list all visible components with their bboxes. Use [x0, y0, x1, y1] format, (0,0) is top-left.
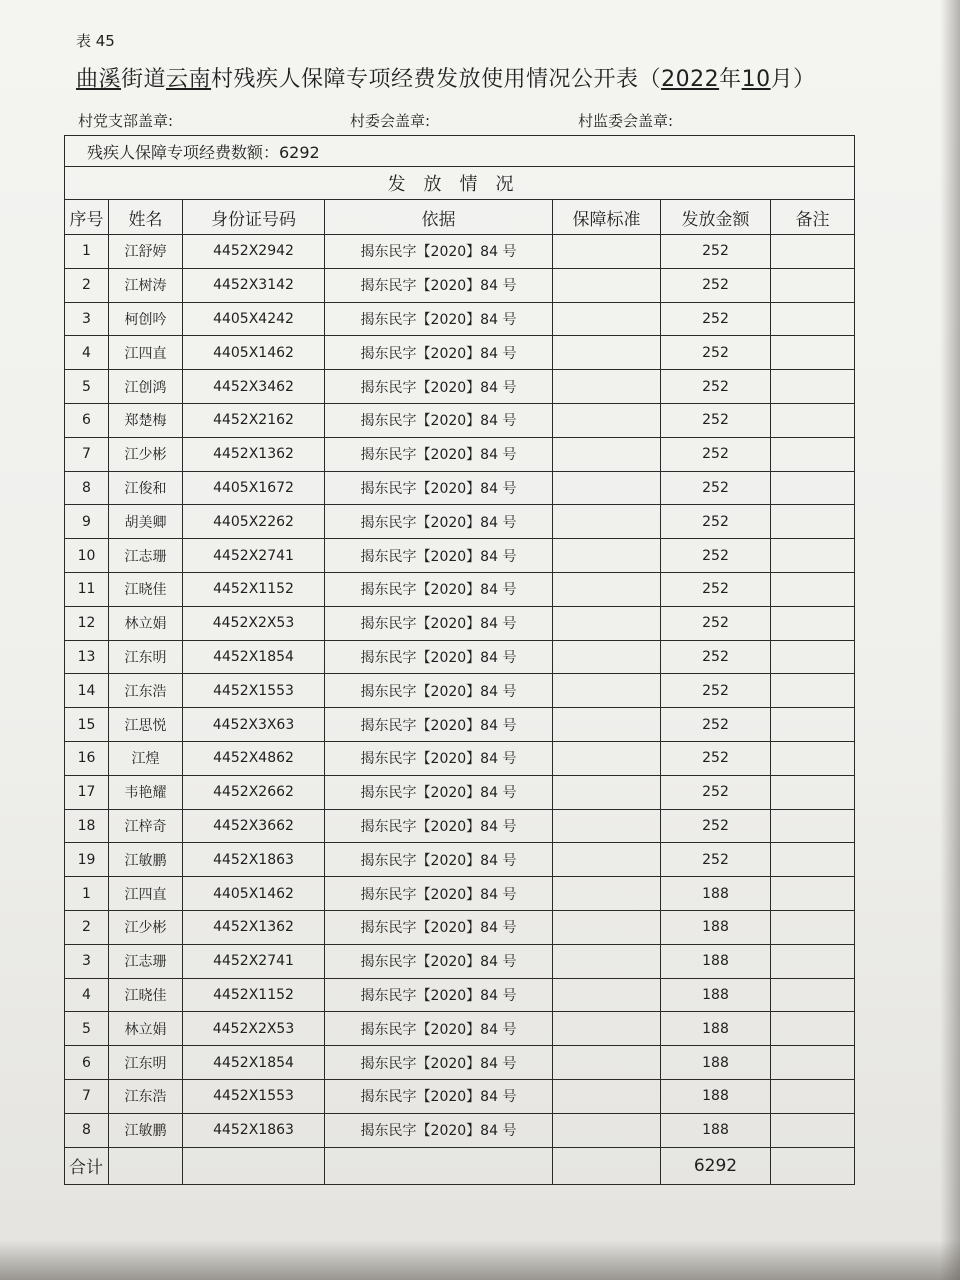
row-basis: 揭东民字【2020】84 号: [325, 1079, 553, 1113]
title-street: 曲溪: [76, 67, 122, 92]
supervision-seal-label: 村监委会盖章:: [578, 112, 674, 130]
row-standard: [553, 978, 661, 1012]
row-amount: 188: [661, 1012, 771, 1046]
row-id-number: 4405X1462: [183, 336, 325, 370]
row-note: [771, 640, 855, 674]
row-standard: [553, 741, 661, 775]
row-basis: 揭东民字【2020】84 号: [325, 370, 553, 404]
row-note: [771, 403, 855, 437]
row-id-number: 4452X2X53: [183, 1012, 325, 1046]
row-amount: 252: [661, 370, 771, 404]
row-amount: 252: [661, 572, 771, 606]
row-name: 江敏鹏: [109, 843, 183, 877]
table-row: [65, 741, 855, 775]
table-row: [65, 370, 855, 404]
row-basis: 揭东民字【2020】84 号: [325, 809, 553, 843]
table-row: [65, 471, 855, 505]
section-title: 发放情况: [65, 167, 855, 200]
row-note: [771, 606, 855, 640]
row-id-number: 4452X3142: [183, 268, 325, 302]
row-basis: 揭东民字【2020】84 号: [325, 336, 553, 370]
row-name: 江东明: [109, 1046, 183, 1080]
row-name: 江东明: [109, 640, 183, 674]
row-number: 6: [65, 403, 109, 437]
row-name: 江舒婷: [109, 235, 183, 269]
row-note: [771, 978, 855, 1012]
page-shadow-right: [940, 0, 960, 1280]
col-header-note: 备注: [771, 200, 855, 235]
title-year: 2022: [661, 67, 720, 92]
table-row: [65, 437, 855, 471]
title-text: 村残疾人保障专项经费发放使用情况公开表: [211, 67, 639, 92]
row-number: 18: [65, 809, 109, 843]
row-amount: 252: [661, 809, 771, 843]
col-header-name: 姓名: [109, 200, 183, 235]
total-name-cell: [109, 1147, 183, 1184]
row-basis: 揭东民字【2020】84 号: [325, 268, 553, 302]
row-amount: 252: [661, 708, 771, 742]
row-standard: [553, 1012, 661, 1046]
row-name: 江少彬: [109, 437, 183, 471]
row-note: [771, 708, 855, 742]
row-basis: 揭东民字【2020】84 号: [325, 606, 553, 640]
row-standard: [553, 505, 661, 539]
row-number: 4: [65, 336, 109, 370]
row-standard: [553, 910, 661, 944]
row-number: 7: [65, 437, 109, 471]
total-basis-cell: [325, 1147, 553, 1184]
row-name: 江创鸿: [109, 370, 183, 404]
row-note: [771, 775, 855, 809]
row-note: [771, 910, 855, 944]
committee-seal-label: 村委会盖章:: [350, 112, 431, 130]
row-number: 2: [65, 910, 109, 944]
row-standard: [553, 370, 661, 404]
row-basis: 揭东民字【2020】84 号: [325, 978, 553, 1012]
table-row: [65, 606, 855, 640]
table-row: [65, 944, 855, 978]
row-name: 柯创吟: [109, 302, 183, 336]
row-note: [771, 674, 855, 708]
row-amount: 252: [661, 302, 771, 336]
row-amount: 252: [661, 403, 771, 437]
row-amount: 188: [661, 1046, 771, 1080]
row-standard: [553, 674, 661, 708]
row-standard: [553, 302, 661, 336]
row-number: 11: [65, 572, 109, 606]
row-number: 5: [65, 370, 109, 404]
total-id-cell: [183, 1147, 325, 1184]
row-amount: 252: [661, 775, 771, 809]
row-basis: 揭东民字【2020】84 号: [325, 1046, 553, 1080]
row-basis: 揭东民字【2020】84 号: [325, 302, 553, 336]
row-id-number: 4452X2942: [183, 235, 325, 269]
row-amount: 188: [661, 1113, 771, 1147]
row-basis: 揭东民字【2020】84 号: [325, 910, 553, 944]
row-standard: [553, 437, 661, 471]
party-seal-label: 村党支部盖章:: [78, 112, 174, 130]
row-name: 江梓奇: [109, 809, 183, 843]
table-row: [65, 336, 855, 370]
row-standard: [553, 606, 661, 640]
row-name: 郑楚梅: [109, 403, 183, 437]
total-standard-cell: [553, 1147, 661, 1184]
table-row: [65, 505, 855, 539]
fund-amount-row: [65, 136, 855, 167]
row-amount: 188: [661, 910, 771, 944]
row-standard: [553, 877, 661, 911]
table-row: [65, 674, 855, 708]
row-name: 江俊和: [109, 471, 183, 505]
row-basis: 揭东民字【2020】84 号: [325, 572, 553, 606]
table-row: [65, 910, 855, 944]
page-shadow-bottom: [0, 1240, 960, 1280]
row-basis: 揭东民字【2020】84 号: [325, 505, 553, 539]
row-id-number: 4452X1863: [183, 1113, 325, 1147]
row-basis: 揭东民字【2020】84 号: [325, 437, 553, 471]
total-row: [65, 1147, 855, 1184]
table-row: [65, 775, 855, 809]
row-basis: 揭东民字【2020】84 号: [325, 539, 553, 573]
row-basis: 揭东民字【2020】84 号: [325, 1012, 553, 1046]
total-note-cell: [771, 1147, 855, 1184]
title-month-suffix: 月）: [770, 67, 816, 92]
title-village: 云南: [166, 67, 212, 92]
row-basis: 揭东民字【2020】84 号: [325, 640, 553, 674]
row-basis: 揭东民字【2020】84 号: [325, 471, 553, 505]
row-amount: 252: [661, 741, 771, 775]
row-standard: [553, 539, 661, 573]
row-amount: 252: [661, 471, 771, 505]
row-basis: 揭东民字【2020】84 号: [325, 674, 553, 708]
table-row: [65, 572, 855, 606]
row-standard: [553, 843, 661, 877]
table-row: [65, 1113, 855, 1147]
row-id-number: 4452X1854: [183, 640, 325, 674]
row-name: 江思悦: [109, 708, 183, 742]
row-standard: [553, 809, 661, 843]
table-row: [65, 235, 855, 269]
row-number: 8: [65, 1113, 109, 1147]
row-name: 江晓佳: [109, 978, 183, 1012]
table-row: [65, 843, 855, 877]
row-note: [771, 336, 855, 370]
row-name: 江东浩: [109, 1079, 183, 1113]
row-id-number: 4452X2162: [183, 403, 325, 437]
row-standard: [553, 775, 661, 809]
row-id-number: 4405X1672: [183, 471, 325, 505]
row-id-number: 4452X2662: [183, 775, 325, 809]
row-note: [771, 809, 855, 843]
row-id-number: 4452X3462: [183, 370, 325, 404]
row-note: [771, 1079, 855, 1113]
row-name: 江晓佳: [109, 572, 183, 606]
row-standard: [553, 268, 661, 302]
title-year-suffix: 年: [719, 67, 742, 92]
row-number: 14: [65, 674, 109, 708]
row-amount: 188: [661, 944, 771, 978]
row-number: 15: [65, 708, 109, 742]
row-note: [771, 539, 855, 573]
row-note: [771, 572, 855, 606]
row-standard: [553, 944, 661, 978]
row-note: [771, 1046, 855, 1080]
row-amount: 252: [661, 539, 771, 573]
row-basis: 揭东民字【2020】84 号: [325, 741, 553, 775]
row-id-number: 4452X2X53: [183, 606, 325, 640]
row-id-number: 4452X2741: [183, 539, 325, 573]
row-standard: [553, 1046, 661, 1080]
row-note: [771, 1012, 855, 1046]
row-note: [771, 235, 855, 269]
row-amount: 252: [661, 268, 771, 302]
row-amount: 252: [661, 640, 771, 674]
form-number: 表 45: [76, 32, 115, 50]
row-standard: [553, 235, 661, 269]
row-amount: 252: [661, 336, 771, 370]
row-id-number: 4452X3662: [183, 809, 325, 843]
row-name: 江志珊: [109, 944, 183, 978]
row-name: 江四直: [109, 336, 183, 370]
row-number: 7: [65, 1079, 109, 1113]
row-standard: [553, 572, 661, 606]
fund-amount: 残疾人保障专项经费数额：6292: [65, 136, 855, 167]
col-header-standard: 保障标准: [553, 200, 661, 235]
row-note: [771, 1113, 855, 1147]
row-id-number: 4452X3X63: [183, 708, 325, 742]
row-number: 12: [65, 606, 109, 640]
row-id-number: 4452X1152: [183, 978, 325, 1012]
row-number: 10: [65, 539, 109, 573]
row-basis: 揭东民字【2020】84 号: [325, 403, 553, 437]
row-basis: 揭东民字【2020】84 号: [325, 1113, 553, 1147]
row-name: 韦艳耀: [109, 775, 183, 809]
row-amount: 252: [661, 674, 771, 708]
row-basis: 揭东民字【2020】84 号: [325, 235, 553, 269]
table-row: [65, 978, 855, 1012]
row-name: 林立娟: [109, 606, 183, 640]
table-row: [65, 403, 855, 437]
row-id-number: 4452X1553: [183, 674, 325, 708]
row-id-number: 4405X2262: [183, 505, 325, 539]
row-note: [771, 437, 855, 471]
row-name: 江四直: [109, 877, 183, 911]
disbursement-table: [64, 135, 855, 1185]
title-open-paren: （: [638, 67, 662, 92]
row-note: [771, 944, 855, 978]
row-id-number: 4452X1863: [183, 843, 325, 877]
row-amount: 188: [661, 1079, 771, 1113]
title-month: 10: [741, 67, 771, 92]
table-row: [65, 302, 855, 336]
section-title-row: [65, 167, 855, 200]
row-note: [771, 741, 855, 775]
row-name: 林立娟: [109, 1012, 183, 1046]
row-amount: 252: [661, 843, 771, 877]
row-note: [771, 505, 855, 539]
col-header-amount: 发放金额: [661, 200, 771, 235]
row-name: 江树涛: [109, 268, 183, 302]
row-name: 江东浩: [109, 674, 183, 708]
table-header-row: [65, 200, 855, 235]
row-number: 19: [65, 843, 109, 877]
row-basis: 揭东民字【2020】84 号: [325, 944, 553, 978]
table-row: [65, 877, 855, 911]
row-name: 胡美卿: [109, 505, 183, 539]
row-number: 1: [65, 235, 109, 269]
row-amount: 252: [661, 505, 771, 539]
page-title: [76, 62, 816, 93]
row-amount: 188: [661, 877, 771, 911]
row-number: 13: [65, 640, 109, 674]
row-number: 17: [65, 775, 109, 809]
table-row: [65, 1079, 855, 1113]
row-id-number: 4452X4862: [183, 741, 325, 775]
row-number: 2: [65, 268, 109, 302]
row-number: 16: [65, 741, 109, 775]
row-amount: 188: [661, 978, 771, 1012]
table-row: [65, 539, 855, 573]
row-number: 6: [65, 1046, 109, 1080]
row-standard: [553, 471, 661, 505]
total-label: 合计: [65, 1147, 109, 1184]
row-name: 江煌: [109, 741, 183, 775]
row-id-number: 4452X1362: [183, 437, 325, 471]
row-note: [771, 268, 855, 302]
table-row: [65, 1046, 855, 1080]
table-row: [65, 640, 855, 674]
title-street-suffix: 街道: [121, 67, 167, 92]
row-number: 8: [65, 471, 109, 505]
total-amount: 6292: [661, 1147, 771, 1184]
row-id-number: 4452X1854: [183, 1046, 325, 1080]
row-name: 江少彬: [109, 910, 183, 944]
row-basis: 揭东民字【2020】84 号: [325, 775, 553, 809]
table-row: [65, 809, 855, 843]
row-id-number: 4452X2741: [183, 944, 325, 978]
row-basis: 揭东民字【2020】84 号: [325, 843, 553, 877]
row-note: [771, 471, 855, 505]
row-id-number: 4452X1152: [183, 572, 325, 606]
table-row: [65, 268, 855, 302]
row-amount: 252: [661, 606, 771, 640]
row-name: 江敏鹏: [109, 1113, 183, 1147]
row-standard: [553, 403, 661, 437]
col-header-basis: 依据: [325, 200, 553, 235]
col-header-no: 序号: [65, 200, 109, 235]
row-amount: 252: [661, 235, 771, 269]
row-number: 3: [65, 302, 109, 336]
row-number: 5: [65, 1012, 109, 1046]
row-standard: [553, 1113, 661, 1147]
row-number: 1: [65, 877, 109, 911]
row-note: [771, 370, 855, 404]
row-number: 4: [65, 978, 109, 1012]
col-header-id: 身份证号码: [183, 200, 325, 235]
row-standard: [553, 1079, 661, 1113]
row-note: [771, 302, 855, 336]
row-note: [771, 843, 855, 877]
row-number: 3: [65, 944, 109, 978]
row-name: 江志珊: [109, 539, 183, 573]
row-note: [771, 877, 855, 911]
row-id-number: 4452X1362: [183, 910, 325, 944]
row-standard: [553, 336, 661, 370]
row-standard: [553, 708, 661, 742]
row-id-number: 4452X1553: [183, 1079, 325, 1113]
row-standard: [553, 640, 661, 674]
row-basis: 揭东民字【2020】84 号: [325, 877, 553, 911]
row-id-number: 4405X4242: [183, 302, 325, 336]
row-amount: 252: [661, 437, 771, 471]
table-row: [65, 1012, 855, 1046]
row-id-number: 4405X1462: [183, 877, 325, 911]
row-number: 9: [65, 505, 109, 539]
row-basis: 揭东民字【2020】84 号: [325, 708, 553, 742]
table-row: [65, 708, 855, 742]
